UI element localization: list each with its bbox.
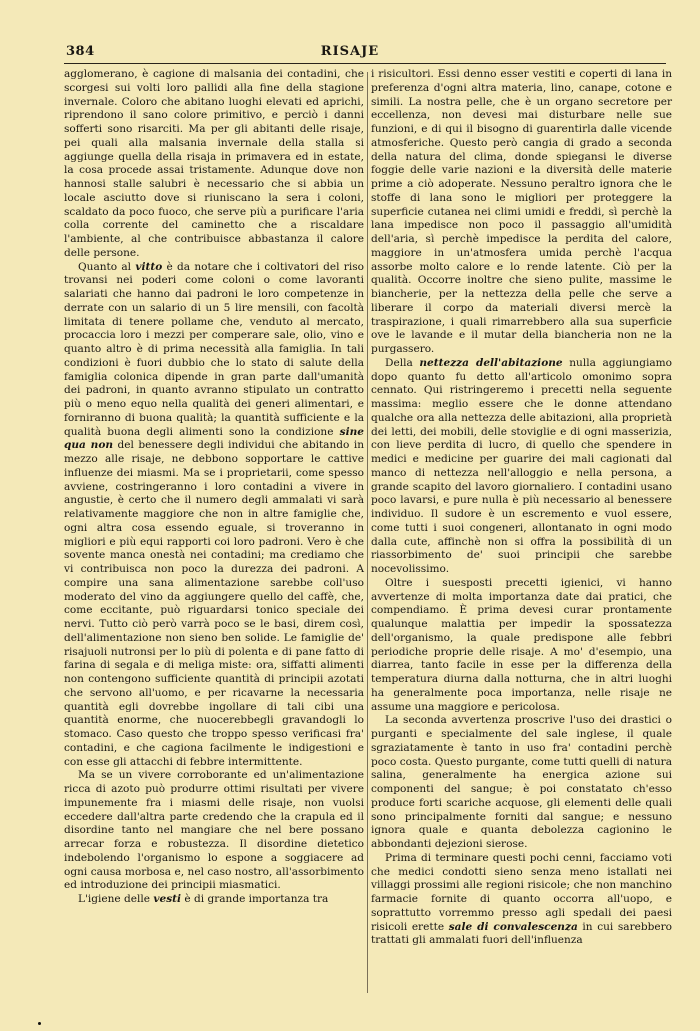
emphasized-term: sine qua non [64, 425, 364, 452]
paragraph-text: Oltre i suesposti precetti igienici, vi hanno avvertenze di molta importanza date dai pratici, che compendiamo. È prima devesi curar prontamente qualunque malattia per impedir la spossatezza dell'organismo, la quale predispone alle febbri periodiche proprie delle risaje. A mo' d'esempio, una diarrea, tanto facile in esse per la differenza della temperatura diurna dalla notturna, che in altri luoghi ha generalmente poca importanza, nelle risaje ne assume una maggiore e pericolosa. [371, 576, 672, 713]
paragraph [64, 893, 364, 907]
emphasized-term: sale di convalescenza [448, 920, 578, 933]
paragraph-text: Quanto al [78, 260, 136, 273]
page-number: 384 [66, 44, 95, 59]
paragraph-text: in cui sarebbero trattati gli ammalati fuori dell'influenza [371, 920, 673, 947]
paragraph-text: Ma se un vivere corroborante ed un'alimentazione ricca di azoto può produrre ottimi risultati per vivere impunemente fra i miasmi delle risaje, non vuolsi eccedere dall'altra parte credendo che la crapula ed il disordine tanto nel mangiare che nel bere possano arrecar forza e robustezza. Il disordine dietetico indebolendo l'organismo lo espone a soggiacere ad ogni causa morbosa e, nel caso nostro, all'assorbimento ed introduzione dei principii miasmatici. [64, 769, 364, 892]
paragraph [64, 261, 364, 770]
paragraph [64, 769, 364, 893]
paragraph [371, 852, 672, 948]
column-divider [367, 72, 368, 993]
paragraph-text: L'igiene delle [78, 893, 154, 905]
emphasized-term: nettezza dell'abitazione [419, 356, 563, 369]
paragraph [371, 68, 672, 357]
emphasized-term: vesti [153, 893, 182, 905]
paragraph-text: è da notare che i coltivatori del riso trovansi nei poderi come coloni o come lavoranti salariati che hanno dai padroni le loro competenze in derrate con un salario di un 5 lire mensili, con facoltà limitata di tenere pollame che, venduto al mercato, procaccia loro i mezzi per comperare sale, olio, vino e quanto altro è di prima necessità alla famiglia. In tali condizioni è fuori dubbio che lo stato di salute della famiglia colonica dipende in gran parte dall'umanità dei padroni, in quanto avranno stipulato un contratto più o meno equo nella qualità dei generi alimentari, e forniranno di buona qualità; la quantità sufficiente e la qualità buona degli alimenti sono la condizione [64, 260, 364, 438]
paragraph-text: Della [385, 356, 420, 369]
paragraph-text: La seconda avvertenza proscrive l'uso dei drastici o purganti e specialmente del sale inglese, il quale sgraziatamente è tanto in uso fra' contadini perchè poco costa. Questo purgante, come tutti quelli di natura salina, generalmente ha energica azione sui componenti del sangue; è poi constatato ch'esso produce forti scariche acquose, gli elementi delle quali sono principalmente forniti dal sangue; e nessuno ignora quale e quanta debolezza cagionino le abbondanti dejezioni sierose. [371, 714, 672, 850]
emphasized-term: vitto [135, 260, 163, 273]
text-column-left [64, 68, 364, 907]
header-rule [64, 63, 666, 64]
paragraph-text: nulla aggiungiamo dopo quanto fu detto all'articolo omonimo sopra cennato. Qui ristringeremo i precetti nella seguente massima: meglio essere che le donne attendano qualche ora alla nettezza delle abitazioni, alla proprietà dei letti, dei mobili, delle stoviglie e di ogni masserizia, con lieve perdita di lucro, di quello che spendere in medici e medicine per guarire dei mali cagionati dal manco di nettezza nell'alloggio e nella persona, a grande scapito del lavoro giornaliero. I contadini usano poco lavarsi, e pure nulla è più necessario al benessere individuo. Il sudore è un escremento e vuol essere, come tutti i suoi congeneri, allontanato in ogni modo dalla cute, affinchè non si offra la possibilità di un riassorbimento de' suoi principii che sarebbe nocevolissimo. [371, 356, 672, 575]
running-title: RISAJE [320, 44, 380, 59]
paragraph [371, 357, 672, 577]
page-edge-mark [38, 1022, 41, 1025]
paragraph-text: del benessere degli individui che abitando in mezzo alle risaje, ne debbono sopportare le cattive influenze dei miasmi. Ma se i proprietarii, come spesso avviene, costringeranno i loro contadini a vivere in angustie, è certo che il numero degli ammalati vi sarà relativamente maggiore che non in altre famiglie che, ogni altra cosa essendo eguale, si troveranno in migliori e più equi rapporti coi loro padroni. Vero è che sovente manca onestà nei contadini; ma crediamo che vi contribuisca non poco la durezza dei padroni. A compire una sana alimentazione sarebbe coll'uso moderato del vino da aggiungere quello del caffè, che, come eccitante, può riguardarsi tonico speciale dei nervi. Tutto ciò però varrà poco se le basi, direm così, dell'alimentazione non sieno ben solide. Le famiglie de' risajuoli nutronsi per lo più di polenta e di pane fatto di farina di segala e di meliga miste: ora, siffatti alimenti non contengono sufficiente quantità di principii azotati che servono all'uomo, e per ricavarne la necessaria quantità egli dovrebbe ingollare di tali cibi una quantità enorme, che nuocerebbegli gravandogli lo stomaco. Caso questo che troppo spesso verificasi fra' contadini, e che cagiona facilmente le indigestioni e con esse gli attacchi di febbre intermittente. [64, 439, 364, 768]
text-column-right [371, 68, 672, 948]
paragraph-text: agglomerano, è cagione di malsania dei contadini, che scorgesi sui volti loro pallidi alla fine della stagione invernale. Coloro che abitano luoghi elevati ed aprichi, riprendono il sano colore primitivo, e perciò i danni sofferti sono risarciti. Ma per gli abitanti delle risaje, pei quali alla malsania invernale della stalla si aggiunge quella della risaja in primavera ed in estate, la cosa procede assai tristamente. Adunque dove non hannosi stalle salubri è necessario che si abbia un locale asciutto dove si riuniscano la sera i coloni, scaldato da poco fuoco, che serve più a purificare l'aria colla corrente del caminetto che a riscaldare l'ambiente, al che contribuisce abbastanza il calore delle persone. [64, 68, 364, 259]
paragraph [64, 68, 364, 261]
paragraph-text: i risicultori. Essi denno esser vestiti e coperti di lana in preferenza d'ogni altra materia, lino, canape, cotone e simili. La nostra pelle, che è un organo secretore per eccellenza, non devesi mai disturbare nelle sue funzioni, e di qui il bisogno di guarentirla dalle vicende atmosferiche. Questo però cangia di grado a seconda della natura del clima, donde spiegansi le diverse foggie delle varie nazioni e la diversità delle materie prime a ciò adoperate. Nessuno peraltro ignora che le stoffe di lana sono le migliori per proteggere la superficie cutanea nei climi umidi e freddi, sì perchè la lana impedisce non poco il passaggio all'umidità dell'aria, sì perchè impedisce la perdita del calore, maggiore in un'atmosfera umida perchè l'acqua assorbe molto calore e lo rende latente. Ciò per la qualità. Occorre inoltre che sieno pulite, massime le biancherie, per la nettezza della pelle che serve a liberare il corpo da materiali diversi mercè la traspirazione, i quali rimarrebbero alla sua superficie ove le lavande e il mutar della biancheria non ne la purgassero. [371, 68, 672, 355]
paragraph [371, 577, 672, 715]
paragraph [371, 714, 672, 852]
paragraph-text: è di grande importanza tra [181, 893, 329, 905]
paragraph-text: Prima di terminare questi pochi cenni, facciamo voti che medici condotti sieno senza meno istallati nei villaggi prossimi alle regioni risicole; che non manchino farmacie fornite di quanto occorra all'uopo, e soprattutto vorremmo presso agli spedali dei paesi risicoli erette [371, 851, 672, 933]
